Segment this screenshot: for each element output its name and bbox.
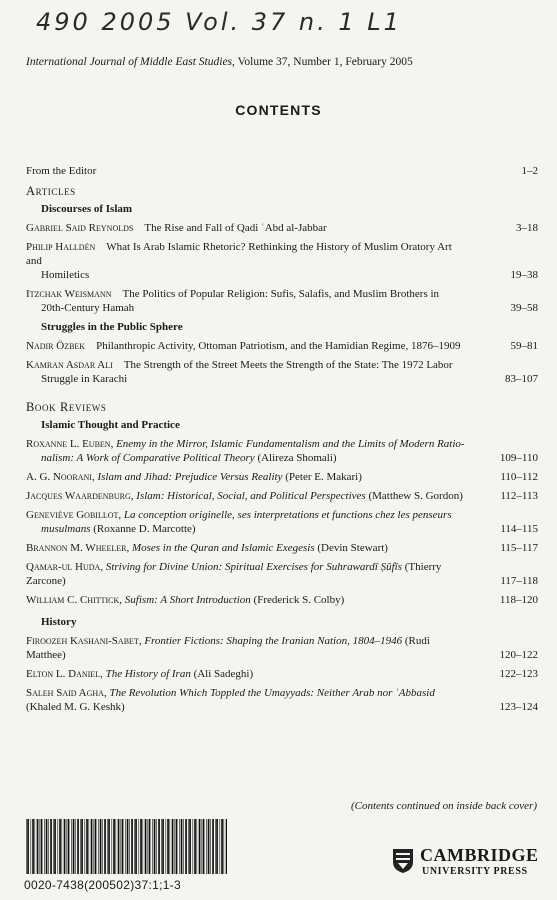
barcode-bar [54,819,56,874]
barcode-bar [188,819,189,874]
barcode-bar [149,819,151,874]
author-name: Nadir Özbek [26,340,86,352]
review-entry[interactable]: Elton L. Daniel, The History of Iran (Ali Sadeghi) 122–123 [26,668,538,680]
barcode-bar [143,819,144,874]
barcode-bar [181,819,183,874]
book-title-cont-text: musulmans [41,523,91,535]
barcode-bar [89,819,90,874]
page-range: 109–110 [499,452,538,464]
barcode-bar [202,819,203,874]
author-name: Saleh Said Agha [26,687,104,699]
barcode-bar [116,819,117,874]
page-range: 112–113 [500,490,538,502]
author-name: Gabriel Said Reynolds [26,222,134,234]
barcode-bar [194,819,196,874]
barcode-bar [170,819,171,874]
barcode-bar [37,819,39,874]
publisher-name: CAMBRIDGE [420,845,539,865]
article-title: Philanthropic Activity, Ottoman Patriotism, and the Hamidian Regime, 1876–1909 [96,340,461,352]
author-name: Brannon M. Wheeler [26,542,127,554]
barcode-bar [161,819,162,874]
review-entry[interactable]: Saleh Said Agha, The Revolution Which Toppled the Umayyads: Neither Arab nor ʿAbbasid (Khaled M. G. Keshk) 123–124 [26,687,538,713]
barcode-bar [40,819,41,874]
barcode-bar [215,819,216,874]
article-title: The Politics of Popular Religion: Sufis, Salafis, and Muslim Brothers in [122,288,440,300]
contents-continued-note: (Contents continued on inside back cover) [350,800,537,812]
page-range: 83–107 [505,373,538,385]
author-name: Kamran Asdar Ali [26,359,113,371]
barcode-bar [221,819,223,874]
page-range: 122–123 [499,668,538,680]
reviewer-name: (Khaled M. G. Keshk) [26,701,125,713]
publisher-subname: UNIVERSITY PRESS [422,866,528,877]
page-range: 39–58 [510,302,538,314]
review-entry[interactable]: Jacques Waardenburg, Islam: Historical, Social, and Political Perspectives (Matthew S. Gordon) 112–113 [26,490,538,502]
reviewer-name: (Rudi Matthee) [26,635,430,661]
barcode-bar [148,819,149,874]
page-range: 3–18 [516,222,538,234]
book-title-cont [26,522,470,536]
barcode-bar [189,819,191,874]
book-title: Frontier Fictions: Shaping the Iranian Nation, 1804–1946 [144,635,403,647]
barcode-bar [100,819,102,874]
reviewer-name: (Devin Stewart) [314,542,388,554]
book-title: Islam and Jihad: Prejudice Versus Reality [97,471,283,483]
barcode-bar [172,819,174,874]
journal-details: , Volume 37, Number 1, February 2005 [232,56,413,68]
author-name: Itzchak Weismann [26,288,112,300]
page-range: 118–120 [499,594,538,606]
review-entry[interactable]: Qamar-ul Huda, Striving for Divine Union: Spiritual Exercises for Suhrawardī Ṣūfīs (Thierry Zarcone) 117–118 [26,561,538,587]
reviewer-name: (Matthew S. Gordon) [365,490,463,502]
article-entry[interactable] [26,287,542,315]
review-group-title: History [41,616,77,628]
author-name: Jacques Waardenburg [26,490,131,502]
barcode-bar [58,819,59,874]
barcode-bar [86,819,88,874]
book-title: Moses in the Quran and Islamic Exegesis [131,542,315,554]
author-name: Firoozeh Kashani-Sabet [26,635,139,647]
book-title: Islam: Historical, Social, and Political Perspectives [136,490,366,502]
barcode-bar [212,819,214,874]
page-range: 120–122 [499,649,538,661]
barcode-bar [140,819,142,874]
barcode-bar [125,819,126,874]
barcode-bar [81,819,83,874]
barcode-bar [94,819,95,874]
barcode-bar [62,819,63,874]
barcode-bar [175,819,176,874]
barcode-bar [197,819,198,874]
barcode-bar [98,819,99,874]
page-range: 110–112 [500,471,538,483]
barcode-bar [68,819,70,874]
barcode-bar [210,819,211,874]
barcode-bar [112,819,113,874]
barcode-bar [226,819,227,874]
article-title: The Rise and Fall of Qadi ʿAbd al-Jabbar [144,222,327,234]
review-entry[interactable]: Brannon M. Wheeler, Moses in the Quran and Islamic Exegesis (Devin Stewart) 115–117 [26,542,538,554]
barcode-bar [203,819,205,874]
barcode-bar [216,819,218,874]
barcode-bar [135,819,137,874]
article-entry[interactable] [26,358,542,386]
author-name: Geneviève Gobillot [26,509,119,521]
book-title-cont [26,451,470,465]
barcode-bar [193,819,194,874]
article-title-cont: Homiletics [41,269,90,281]
contents-title: CONTENTS [235,102,322,118]
author-name: Qamar-ul Huda [26,561,101,573]
articles-heading: Articles [26,184,76,198]
author-name: Elton L. Daniel [26,668,101,680]
article-group-title: Struggles in the Public Sphere [41,321,183,333]
page-range: 19–38 [510,269,538,281]
publisher-logo [392,844,540,878]
barcode-bar [59,819,61,874]
book-title-cont-text: nalism: A Work of Comparative Political Theory [41,452,255,464]
page-range: 115–117 [500,542,538,554]
barcode-number: 0020-7438(200502)37:1;1-3 [24,878,181,892]
barcode-bar [185,819,187,874]
barcode-bar [104,819,106,874]
review-entry[interactable]: William C. Chittick, Sufism: A Short Introduction (Frederick S. Colby) 118–120 [26,594,538,606]
barcode-bar [107,819,108,874]
barcode-bar [64,819,66,874]
barcode-bar [67,819,68,874]
from-editor-label: From the Editor [26,165,97,177]
page-range: 117–118 [500,575,538,587]
barcode-bar [41,819,43,874]
page-range: 114–115 [500,523,538,535]
barcode-bar [220,819,221,874]
book-title: Enemy in the Mirror, Islamic Fundamentalism and the Limits of Modern Ratio- [116,438,465,450]
journal-name: International Journal of Middle East Studies [26,56,233,68]
barcode-bar [166,819,167,874]
barcode-bar [32,819,34,874]
barcode-bar [91,819,93,874]
barcode-bar [73,819,75,874]
barcode-bar [183,819,184,874]
article-group-title: Discourses of Islam [41,203,133,215]
book-title: The Revolution Which Toppled the Umayyads: Neither Arab nor ʿAbbasid [109,687,435,699]
barcode-bar [75,819,76,874]
handwritten-note: 490 2005 Vol. 37 n. 1 L1 [36,8,402,36]
barcode-bar [85,819,86,874]
barcode-bar [118,819,120,874]
barcode-bar [208,819,210,874]
article-entry[interactable] [26,240,542,282]
articles-list [26,202,542,386]
barcode-bar [127,819,129,874]
barcode-bar [154,819,156,874]
barcode-bar [48,819,49,874]
reviewer-name: (Thierry Zarcone) [26,561,442,587]
article-title: The Strength of the Street Meets the Strength of the State: The 1972 Labor [123,359,453,371]
barcode-block [24,819,229,892]
barcode-bar [77,819,79,874]
book-title: La conception originelle, ses interpretations et functions chez les penseurs [123,509,452,521]
book-title: The History of Iran [105,668,191,680]
author-name: William C. Chittick [26,594,120,606]
page-range: 1–2 [521,165,538,177]
review-group-title: Islamic Thought and Practice [41,419,180,431]
review-entry[interactable]: Roxanne L. Euben, Enemy in the Mirror, Islamic Fundamentalism and the Limits of Modern Ratio- nalism: A Work of Comparative Political Theory (Alireza Shomali) 109–110 [26,438,538,464]
barcode-bar [95,819,97,874]
article-title-cont: Struggle in Karachi [41,373,128,385]
barcode-bar [152,819,153,874]
article-title-cont: 20th-Century Hamah [41,302,135,314]
author-name: Philip Halldén [26,241,96,253]
review-entry[interactable]: Firoozeh Kashani-Sabet, Frontier Fictions: Shaping the Iranian Nation, 1804–1946 (Rudi Matthee) 120–122 [26,635,538,661]
article-title: What Is Arab Islamic Rhetoric? Rethinking the History of Muslim Oratory Art and [26,241,452,267]
barcode-bar [46,819,48,874]
reviewer-name: (Frederick S. Colby) [250,594,345,606]
article-entry[interactable] [26,339,542,353]
barcode-bar [26,819,27,874]
from-editor-row[interactable] [26,164,542,178]
reviewer-name: (Alireza Shomali) [254,452,337,464]
barcode-image [24,819,229,874]
book-reviews-heading: Book Reviews [26,400,107,414]
reviewer-name: (Ali Sadeghi) [190,668,254,680]
page-range: 123–124 [499,701,538,713]
barcode-bar [31,819,32,874]
barcode-bar [162,819,164,874]
crest-icon [392,848,414,874]
barcode-bar [134,819,135,874]
book-title: Striving for Divine Union: Spiritual Exercises for Suhrawardī Ṣūfīs [105,561,402,573]
reviewer-name: (Roxanne D. Marcotte) [90,523,196,535]
barcode-bar [80,819,81,874]
review-entry[interactable]: A. G. Noorani, Islam and Jihad: Prejudice Versus Reality (Peter E. Makari) 110–112 [26,471,538,483]
barcode-bar [27,819,29,874]
barcode-bar [35,819,36,874]
barcode-bar [102,819,103,874]
barcode-bar [121,819,122,874]
barcode-bar [199,819,201,874]
barcode-bar [145,819,147,874]
reviewer-name: (Peter E. Makari) [282,471,362,483]
barcode-bar [158,819,160,874]
article-entry[interactable] [26,221,542,235]
barcode-bar [167,819,169,874]
book-reviews-list [26,418,542,714]
barcode-bar [156,819,157,874]
review-entry[interactable]: Geneviève Gobillot, La conception originelle, ses interpretations et functions chez les penseurs musulmans (Roxanne D. Marcotte) 114–115 [26,509,538,535]
barcode-bar [129,819,130,874]
barcode-bar [71,819,72,874]
barcode-bar [206,819,207,874]
author-name: A. G. Noorani [26,471,92,483]
barcode-bar [50,819,52,874]
barcode-bar [122,819,124,874]
book-title: Sufism: A Short Introduction [124,594,251,606]
barcode-bar [44,819,45,874]
author-name: Roxanne L. Euben [26,438,111,450]
table-of-contents [26,164,542,719]
barcode-bar [176,819,178,874]
barcode-bar [113,819,115,874]
barcode-bar [131,819,133,874]
page-range: 59–81 [510,340,538,352]
barcode-bar [108,819,110,874]
barcode-bar [139,819,140,874]
barcode-bar [53,819,54,874]
journal-citation [26,56,413,68]
barcode-bar [224,819,225,874]
barcode-bar [179,819,180,874]
